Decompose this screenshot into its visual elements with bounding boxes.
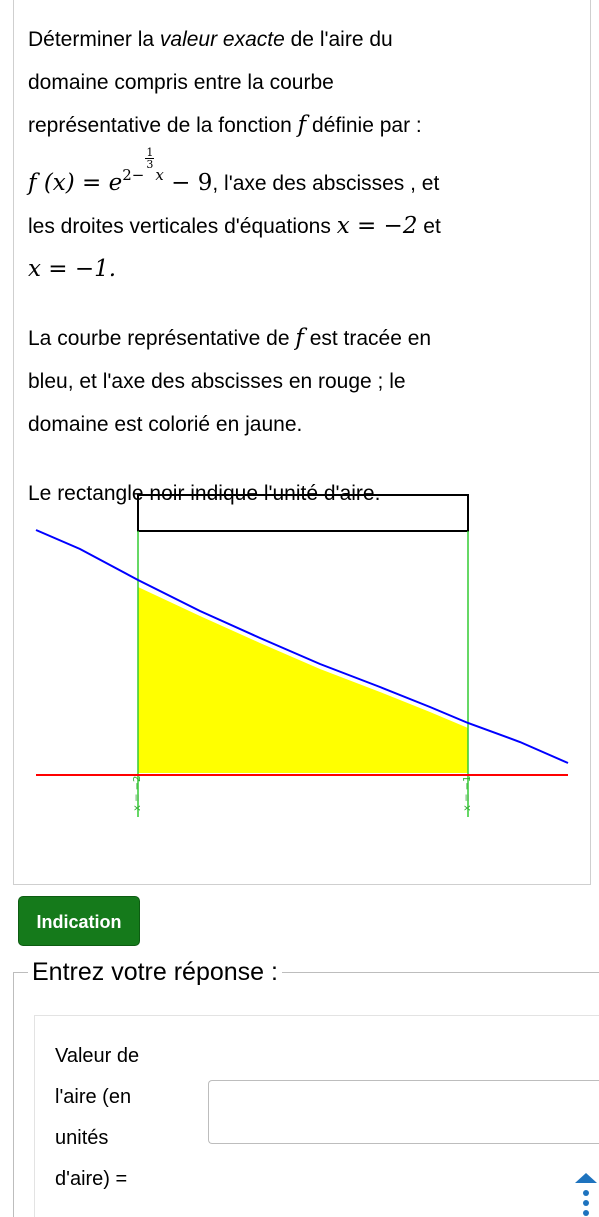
- answer-panel: [34, 1015, 599, 1217]
- question-text-fragment: Déterminer la: [28, 28, 160, 51]
- question-emphasis: valeur exacte: [159, 28, 285, 51]
- question-paragraph-1: [28, 18, 583, 291]
- formula-exponent-start: 2−: [122, 166, 145, 184]
- math-function-name: f: [295, 325, 304, 351]
- question-text: [28, 18, 583, 515]
- formula-lhs: f (x) = e: [28, 170, 123, 196]
- question-text-fragment: domaine est colorié en jaune.: [28, 413, 303, 436]
- formula-fraction: [145, 147, 154, 170]
- math-left-bound: x = −2: [336, 213, 418, 239]
- math-function-name: f: [297, 112, 307, 138]
- scroll-up-icon[interactable]: [573, 1171, 599, 1217]
- hint-button[interactable]: Indication: [18, 896, 140, 946]
- vertical-label-left: x = −2: [132, 775, 143, 811]
- fraction-denominator: 3: [146, 158, 154, 171]
- question-text-fragment: représentative de la fonction: [28, 114, 298, 137]
- question-text-fragment: de l'aire du: [284, 28, 393, 51]
- question-text-fragment: Le rectangle noir indique l'unité d'aire.: [28, 482, 381, 505]
- vertical-label-right: x = −1: [462, 775, 473, 811]
- answer-label-line: Valeur de: [55, 1045, 140, 1067]
- area-answer-input[interactable]: [208, 1080, 599, 1144]
- question-text-fragment: bleu, et l'axe des abscisses en rouge ; le: [28, 370, 406, 393]
- question-text-fragment: et: [417, 215, 441, 238]
- area-graph: [0, 485, 599, 825]
- question-text-fragment: définie par :: [306, 114, 422, 137]
- formula-exponent: [122, 146, 164, 184]
- answer-label-line: unités: [55, 1127, 109, 1149]
- question-text-fragment: , l'axe des abscisses , et: [212, 172, 440, 195]
- question-text-fragment: La courbe représentative de: [28, 327, 296, 350]
- question-text-fragment: est tracée en: [303, 327, 432, 350]
- question-text-fragment: domaine compris entre la courbe: [28, 71, 334, 94]
- function-formula: [28, 146, 213, 196]
- fraction-numerator: 1: [146, 146, 154, 159]
- answer-label-line: l'aire (en: [55, 1086, 132, 1108]
- answer-legend: Entrez votre réponse :: [28, 955, 282, 989]
- math-right-bound: x = −1.: [28, 256, 117, 282]
- unit-area-rectangle: [138, 495, 468, 531]
- formula-exponent-var: x: [155, 166, 164, 184]
- shaded-domain: [138, 587, 468, 773]
- question-text-fragment: les droites verticales d'équations: [28, 215, 337, 238]
- formula-rhs: − 9: [163, 170, 213, 196]
- answer-label: [55, 1036, 185, 1200]
- answer-label-line: d'aire) =: [55, 1168, 128, 1190]
- answer-fieldset: [13, 958, 599, 1217]
- question-paragraph-2: [28, 317, 583, 446]
